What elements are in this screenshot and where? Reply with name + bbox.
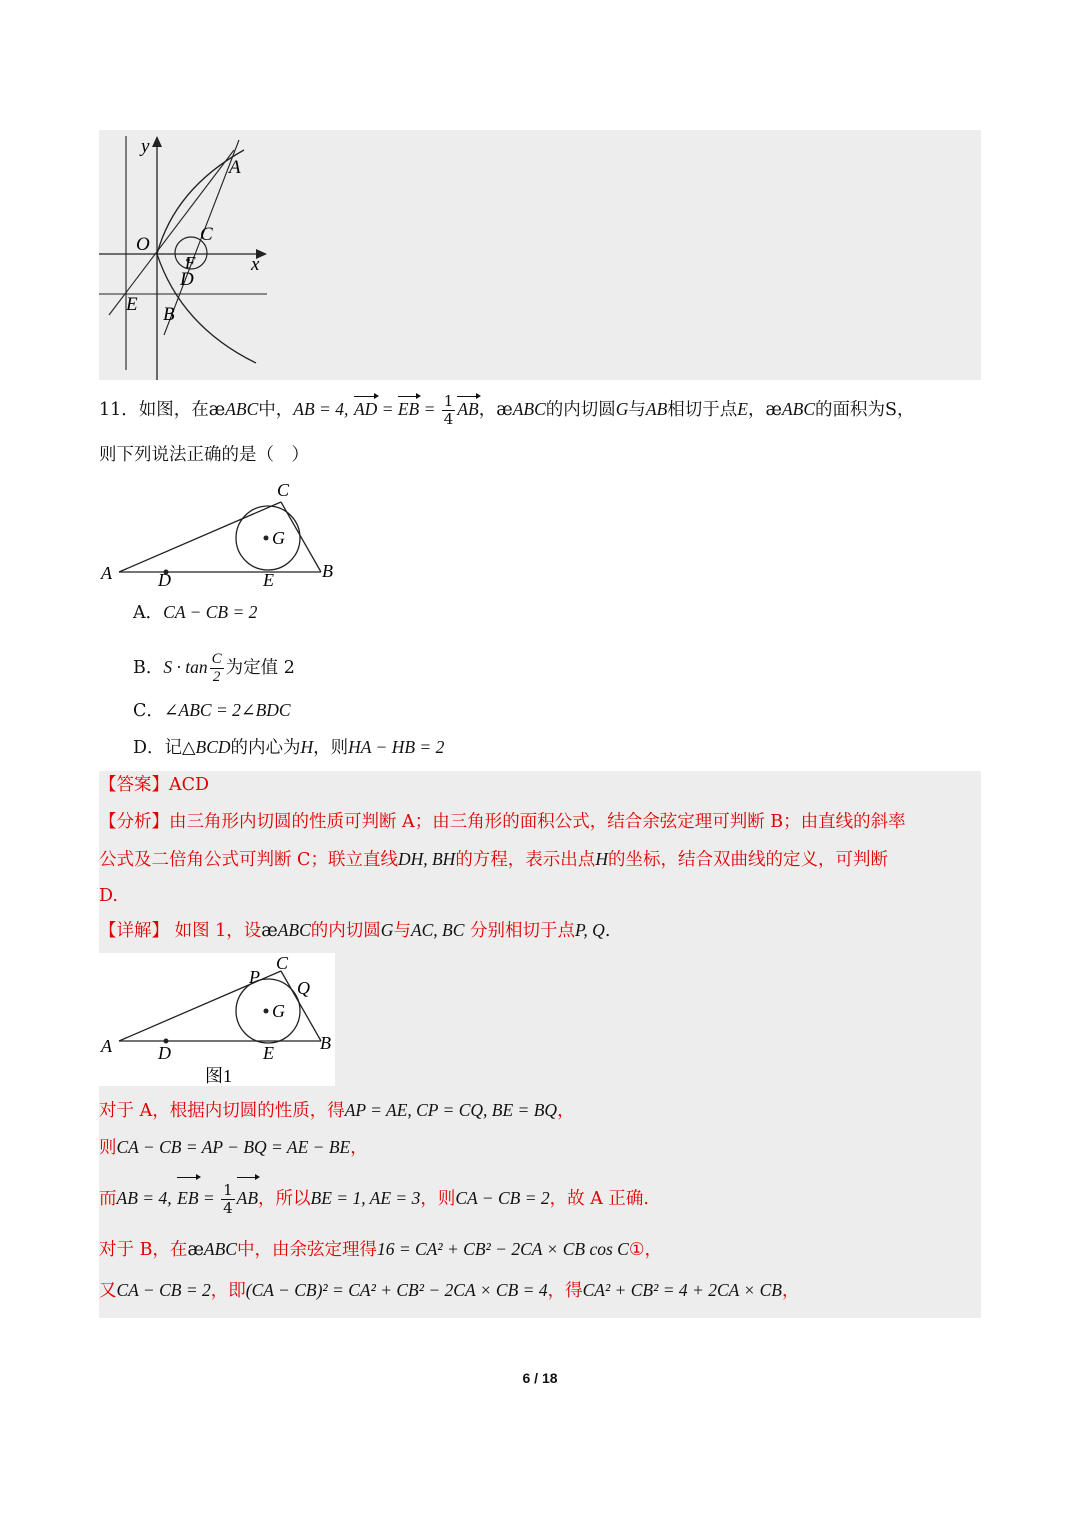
analysis-text: 公式及二倍角公式可判断 C；联立直线 (99, 850, 398, 870)
solution-text: ， (557, 1101, 575, 1121)
solution-text: 中，由余弦定理得 (236, 1240, 377, 1260)
solution-math: = (198, 1188, 220, 1208)
point-c-label: C (276, 953, 289, 973)
solution-text: ，故 A 正确. (549, 1189, 649, 1209)
detail-text: . (604, 921, 611, 941)
answer-label: 【答案】 (99, 775, 169, 795)
solution-a-line2 (99, 1135, 368, 1160)
q-text: 的内切圆 (545, 400, 616, 420)
option-b (133, 647, 295, 687)
option-b-math: S · tan (163, 657, 208, 677)
option-d-math: H (300, 737, 314, 757)
analysis-math: H (595, 849, 608, 869)
option-d-math: BCD (195, 737, 231, 757)
analysis-line2 (99, 847, 888, 872)
question-11-line2: 则下列说法正确的是（ ） (99, 445, 309, 465)
point-d-label: D (158, 570, 171, 590)
answer-line (99, 773, 209, 797)
y-axis-label: y (141, 136, 150, 157)
detail-label: 【详解】 (99, 921, 169, 941)
solution-text: ，即 (210, 1281, 246, 1301)
q-triangle: ABC (512, 399, 546, 419)
x-axis-label: x (251, 254, 260, 275)
point-p-label: P (249, 967, 260, 987)
answer-value: ACD (169, 775, 210, 795)
q-triangle: ABC (781, 399, 815, 419)
figure-1 (99, 953, 335, 1086)
analysis-label: 【分析】 (99, 812, 169, 832)
analysis-text: 的方程，表示出点 (455, 850, 596, 870)
point-a-label: A (101, 563, 112, 583)
point-g-label: G (272, 1001, 285, 1021)
option-d-text: 记△ (164, 738, 196, 758)
vector-ad: AD (353, 399, 378, 419)
vector-eb: EB (177, 1178, 198, 1218)
point-b-label: B (163, 304, 175, 325)
vector-ab: AB (237, 1178, 258, 1218)
analysis-line1 (99, 810, 906, 834)
point-c-label: C (277, 480, 290, 500)
option-d (133, 735, 444, 760)
solution-text: 又 (99, 1281, 117, 1301)
fraction: $\frac{1}{4}$ (223, 1181, 233, 1217)
vector-eb: EB (397, 399, 420, 419)
q-text: 与 (628, 400, 646, 420)
q-text: 如图，在 (138, 400, 209, 420)
q-math: = (377, 399, 398, 419)
point-g-label: G (272, 528, 285, 548)
detail-math: P, Q (575, 920, 605, 940)
point-q-label: Q (297, 978, 310, 998)
solution-math: CA − CB = AP − BQ = AE − BE (116, 1137, 351, 1157)
point-d-label: D (180, 269, 194, 290)
detail-text: 与 (393, 921, 411, 941)
option-c-text: ∠ABC = 2∠BDC (163, 700, 291, 720)
point-e-label: E (263, 570, 274, 590)
solution-text: 对于 A，根据内切圆的性质，得 (99, 1101, 345, 1121)
solution-a-line3 (99, 1178, 649, 1218)
q-math: AB = 4, (293, 399, 349, 419)
q-math: E (737, 399, 748, 419)
analysis-text: 由三角形内切圆的性质可判断 A；由三角形的面积公式，结合余弦定理可判断 B；由直线的斜率 (169, 812, 906, 832)
option-c-label: C． (133, 701, 164, 721)
question-11-line1: 11．如图，在æABC中，AB = 4, AD = EB = $\frac{1}{4}$ AB，æABC的内切圆G与AB相切于点E，æABC的面积为S， (99, 392, 915, 428)
page-number: 6 / 18 (522, 1370, 558, 1386)
detail-math: ABC (277, 920, 311, 940)
point-a-label: A (101, 1036, 112, 1056)
solution-text: 则 (99, 1138, 117, 1158)
option-d-label: D． (133, 738, 165, 758)
solution-text: 而 (99, 1189, 117, 1209)
q-triangle: ABC (225, 399, 259, 419)
solution-math: CA − CB = 2 (116, 1280, 211, 1300)
solution-math: CA² + CB² = 4 + 2CA × CB (582, 1280, 782, 1300)
solution-text: ，则 (420, 1189, 456, 1209)
solution-b-line2 (99, 1278, 799, 1303)
q-text: 相切于点 (667, 400, 738, 420)
solution-text: ， (350, 1138, 368, 1158)
solution-b-line1: 对于 B，在æABC中，由余弦定理得16 = CA² + CB² − 2CA × CB cos C①， (99, 1239, 663, 1260)
figure-1-caption: 图1 (205, 1066, 232, 1086)
solution-text: ， (781, 1281, 800, 1301)
solution-math: AB = 4, (116, 1188, 172, 1208)
option-b-text: 为定值 2 (225, 658, 295, 678)
detail-text: 如图 1，设 (174, 921, 262, 941)
analysis-line3: D. (99, 886, 118, 906)
solution-text: ，得 (547, 1281, 583, 1301)
point-e-label: E (263, 1043, 274, 1063)
detail-text: 的内切圆 (310, 921, 381, 941)
detail-line: 【详解】 如图 1，设æABC的内切圆G与AC, BC 分别相切于点P, Q. (99, 920, 611, 941)
solution-math: ABC (203, 1239, 237, 1259)
detail-math: G (380, 920, 394, 940)
point-e-label: E (126, 294, 138, 315)
origin-label: O (136, 234, 150, 255)
solution-text: ，所以 (258, 1189, 311, 1209)
vector-ab: AB (457, 399, 479, 419)
solution-math: CA − CB = 2 (455, 1188, 550, 1208)
point-b-label: B (320, 1033, 331, 1053)
option-a-text: CA − CB = 2 (163, 602, 258, 622)
option-d-text: 的内心为 (230, 738, 301, 758)
analysis-math: DH, BH (397, 849, 456, 869)
point-d-label: D (158, 1043, 171, 1063)
point-b-label: B (322, 561, 333, 581)
q-text: 的面积为S， (815, 400, 915, 420)
question-number: 11． (99, 400, 139, 420)
q-math: = (419, 399, 440, 419)
solution-text: ①， (628, 1240, 663, 1260)
detail-math: AC, BC (410, 920, 465, 940)
option-a (133, 600, 257, 625)
option-b-label: B． (133, 658, 164, 678)
analysis-text: 的坐标，结合双曲线的定义，可判断 (607, 850, 888, 870)
solution-text: 对于 B，在 (99, 1240, 188, 1260)
triangle-figure (99, 478, 344, 593)
option-d-math: HA − HB = 2 (348, 737, 445, 757)
detail-text: 分别相切于点 (470, 921, 575, 941)
solution-math: BE = 1, AE = 3 (310, 1188, 421, 1208)
point-a-label: A (229, 157, 241, 178)
point-c-label: C (200, 224, 213, 245)
q-math: AB (645, 399, 668, 419)
fraction: $\frac{1}{4}$ (443, 392, 454, 428)
q-math: G (615, 399, 629, 419)
solution-math: AP = AE, CP = CQ, BE = BQ (344, 1100, 558, 1120)
solution-a-line1 (99, 1098, 575, 1123)
fraction: $\frac{C}{2}$ (211, 651, 222, 685)
option-a-label: A． (133, 603, 164, 623)
option-d-text: ，则 (313, 738, 349, 758)
q-text: 中， (258, 400, 294, 420)
option-c (133, 698, 291, 723)
solution-math: (CA − CB)² = CA² + CB² − 2CA × CB = 4 (245, 1280, 548, 1300)
point-f-label: F (185, 253, 196, 272)
solution-math: 16 = CA² + CB² − 2CA × CB cos C (376, 1239, 629, 1259)
coordinate-figure (99, 130, 279, 380)
